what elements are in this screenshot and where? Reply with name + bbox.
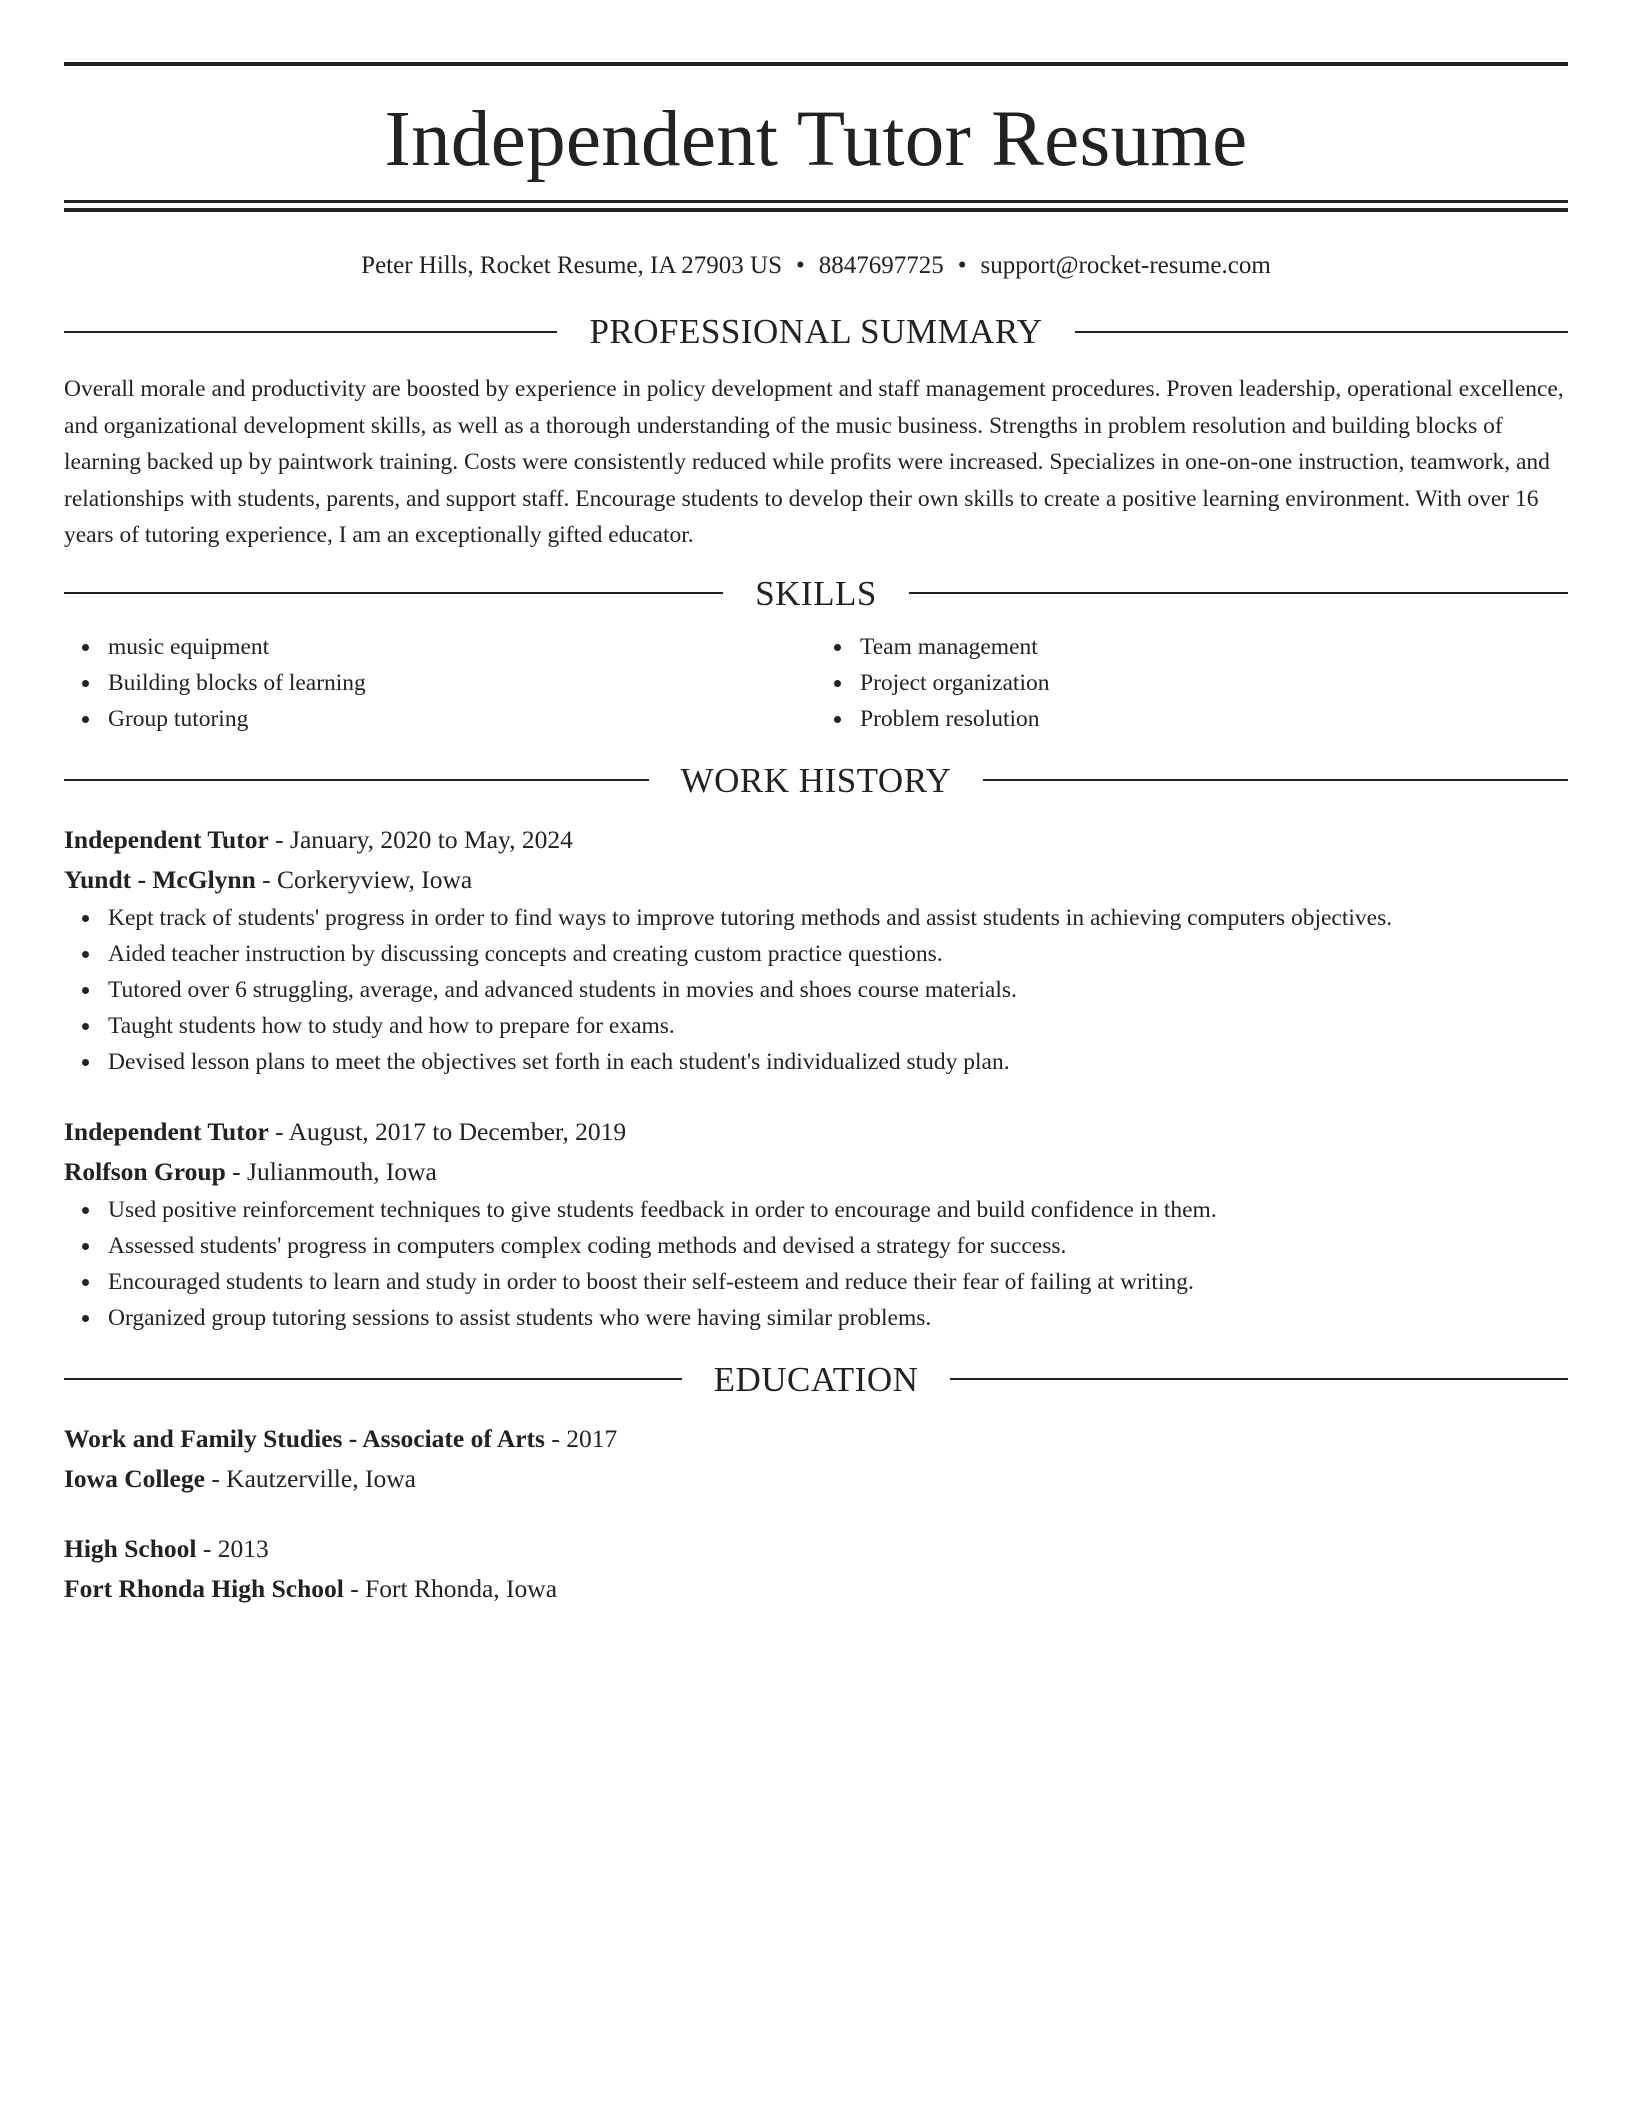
job-location: - Julianmouth, Iowa (232, 1156, 437, 1186)
summary-heading (64, 314, 1568, 349)
contact-separator: • (795, 252, 805, 279)
heading-rule-left (64, 779, 649, 781)
job-duty: Organized group tutoring sessions to assist students who were having similar problems. (108, 1300, 1568, 1336)
skills-column-left (64, 629, 816, 737)
heading-rule-right (950, 1378, 1568, 1380)
job-dates: - January, 2020 to May, 2024 (275, 824, 573, 854)
education-location: - Fort Rhonda, Iowa (350, 1573, 558, 1603)
job-title: Independent Tutor (64, 824, 269, 854)
job-duty: Encouraged students to learn and study in order to boost their self-esteem and reduce their fear of failing at writing. (108, 1264, 1568, 1300)
contact-address: Peter Hills, Rocket Resume, IA 27903 US (361, 252, 782, 279)
education-degree: Work and Family Studies - Associate of Arts (64, 1423, 545, 1453)
skills-heading (64, 573, 1568, 613)
job-company-line (64, 1152, 1568, 1192)
heading-rule-right (1075, 331, 1568, 333)
education-degree: High School (64, 1533, 197, 1563)
heading-rule-right (909, 592, 1568, 594)
heading-rule-left (64, 1378, 682, 1380)
job-entry (64, 1112, 1568, 1336)
education-heading (64, 1359, 1568, 1399)
contact-email: support@rocket-resume.com (980, 252, 1271, 279)
resume-page (64, 62, 1568, 1609)
work-heading (64, 760, 1568, 800)
education-heading-label: EDUCATION (713, 1359, 919, 1399)
contact-separator: • (957, 252, 967, 279)
education-degree-line (64, 1419, 1568, 1459)
title-double-rule (64, 200, 1568, 212)
skill-item: Group tutoring (108, 701, 816, 737)
education-year: - 2017 (551, 1423, 618, 1453)
job-company: Rolfson Group (64, 1156, 226, 1186)
job-location: - Corkeryview, Iowa (262, 864, 473, 894)
job-title: Independent Tutor (64, 1116, 269, 1146)
summary-heading-label: PROFESSIONAL SUMMARY (589, 312, 1043, 351)
contact-line (64, 249, 1568, 283)
job-company: Yundt - McGlynn (64, 864, 256, 894)
education-school-line (64, 1459, 1568, 1499)
skill-item: Project organization (860, 665, 1568, 701)
job-duty: Assessed students' progress in computers complex coding methods and devised a strategy for success. (108, 1228, 1568, 1264)
skill-item: music equipment (108, 629, 816, 665)
summary-text: Overall morale and productivity are boosted by experience in policy development and staff management procedures. Proven leadership, operational excellence, and organizational development skills, as well as a thorough understanding of the music business. Strengths in problem resolution and building blocks of learning backed up by paintwork training. Costs were consistently reduced while profits were increased. Specializes in one-on-one instruction, teamwork, and relationships with students, parents, and support staff. Encourage students to develop their own skills to create a positive learning environment. With over 16 years of tutoring experience, I am an exceptionally gifted educator. (64, 376, 1564, 548)
education-year: - 2013 (202, 1533, 269, 1563)
job-duty: Taught students how to study and how to prepare for exams. (108, 1008, 1568, 1044)
heading-rule-left (64, 331, 557, 333)
job-duty: Tutored over 6 struggling, average, and advanced students in movies and shoes course materials. (108, 972, 1568, 1008)
job-entry (64, 820, 1568, 1080)
education-degree-line (64, 1529, 1568, 1569)
education-school: Iowa College (64, 1463, 205, 1493)
job-title-line (64, 820, 1568, 860)
job-duties (64, 900, 1568, 1080)
education-location: - Kautzerville, Iowa (211, 1463, 416, 1493)
heading-rule-left (64, 592, 723, 594)
job-duties (64, 1192, 1568, 1336)
heading-rule-right (983, 779, 1568, 781)
job-dates: - August, 2017 to December, 2019 (275, 1116, 627, 1146)
education-school-line (64, 1569, 1568, 1609)
education-entry (64, 1529, 1568, 1609)
contact-phone: 8847697725 (818, 252, 944, 279)
skills-list (64, 629, 1568, 737)
job-duty: Devised lesson plans to meet the objectives set forth in each student's individualized study plan. (108, 1044, 1568, 1080)
work-heading-label: WORK HISTORY (680, 760, 952, 800)
job-company-line (64, 860, 1568, 900)
education-school: Fort Rhonda High School (64, 1573, 344, 1603)
resume-title: Independent Tutor Resume (384, 96, 1248, 183)
skill-item: Problem resolution (860, 701, 1568, 737)
job-title-line (64, 1112, 1568, 1152)
skill-item: Building blocks of learning (108, 665, 816, 701)
skills-column-right (816, 629, 1568, 737)
job-duty: Aided teacher instruction by discussing concepts and creating custom practice questions. (108, 936, 1568, 972)
education-entry (64, 1419, 1568, 1499)
job-duty: Used positive reinforcement techniques to give students feedback in order to encourage and build confidence in them. (108, 1192, 1568, 1228)
job-duty: Kept track of students' progress in order to find ways to improve tutoring methods and assist students in achieving computers objectives. (108, 900, 1568, 936)
skill-item: Team management (860, 629, 1568, 665)
top-rule (64, 62, 1568, 66)
skills-heading-label: SKILLS (755, 573, 877, 613)
